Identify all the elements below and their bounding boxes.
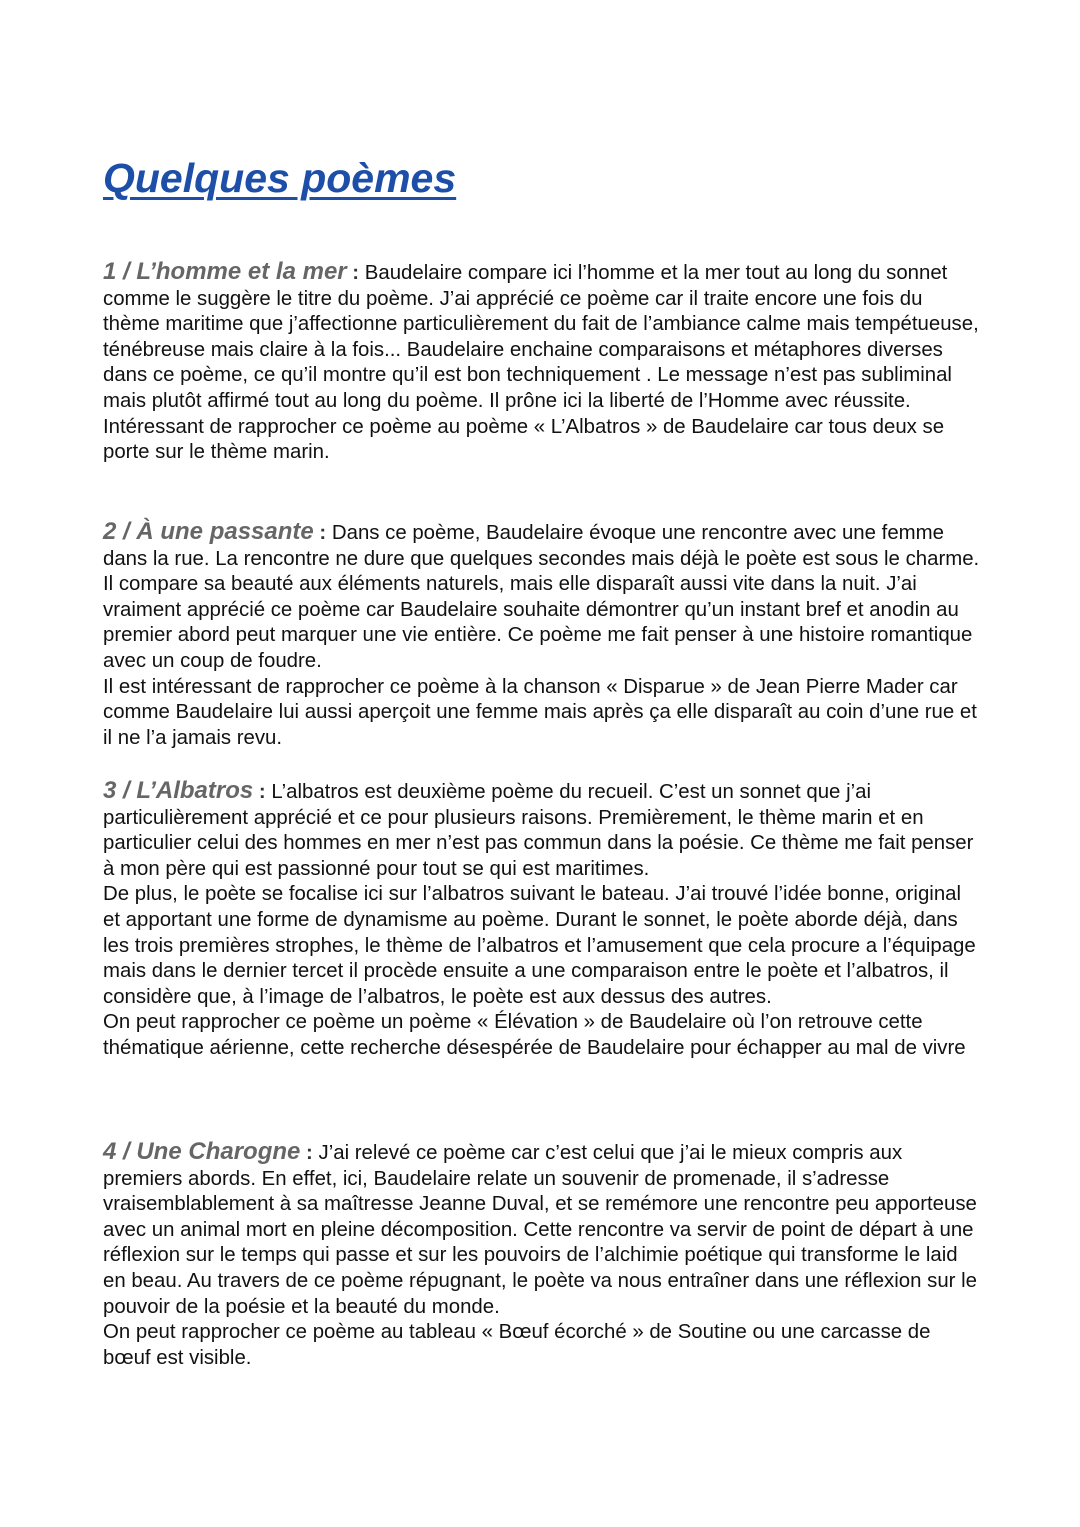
- section-heading: 2 / À une passante: [103, 518, 314, 545]
- section-heading: 3 / L’Albatros: [103, 777, 254, 804]
- section-paragraph: [103, 778, 983, 882]
- poem-section-lhomme-et-la-mer: [103, 259, 983, 466]
- section-paragraph: On peut rapprocher ce poème au tableau « Bœuf écorché » de Soutine ou une carcasse de bœuf est visible.: [103, 1321, 931, 1369]
- section-paragraph: Il est intéressant de rapprocher ce poème à la chanson « Disparue » de Jean Pierre Mader car comme Baudelaire lui aussi aperçoit une femme mais après ça elle disparaît au coin d’une rue et il ne l’a jamais revu.: [103, 675, 977, 749]
- poem-section-lalbatros: [103, 778, 983, 1062]
- poem-section-une-charogne: [103, 1139, 983, 1371]
- section-paragraph: [103, 519, 983, 675]
- section-text: J’ai relevé ce poème car c’est celui que j’ai le mieux compris aux premiers abords. En effet, ici, Baudelaire relate un souvenir de promenade, il s’adresse vraisemblablement à sa maîtresse Jeanne Duval, et se remémore une rencontre peu apporteuse avec un animal mort en pleine décomposition. Cette rencontre va servir de point de départ à une réflexion sur le temps qui passe et sur les pouvoirs de l’alchimie poétique qui transforme le laid en beau. Au travers de ce poème répugnant, le poète va nous entraîner dans une réflexion sur le pouvoir de la poésie et la beauté du monde.: [103, 1142, 977, 1318]
- heading-separator: :: [313, 522, 332, 544]
- heading-separator: :: [300, 1142, 319, 1164]
- heading-separator: :: [253, 781, 272, 803]
- section-heading: 4 / Une Charogne: [103, 1138, 301, 1165]
- poem-section-a-une-passante: [103, 519, 983, 751]
- section-paragraph: [103, 259, 983, 415]
- section-text: L’albatros est deuxième poème du recueil. C’est un sonnet que j’ai particulièrement apprécié et ce pour plusieurs raisons. Premièrement, le thème marin et en particulier celui des hommes en mer n’est pas commun dans la poésie. Ce thème me fait penser à mon père qui est passionné pour tout se qui est maritimes.: [103, 781, 974, 880]
- section-text: Baudelaire compare ici l’homme et la mer tout au long du sonnet comme le suggère le titre du poème. J’ai apprécié ce poème car il traite encore une fois du thème maritime que j’affectionne particulièrement du fait de l’ambiance calme mais tempétueuse, ténébreuse mais claire à la fois... Baudelaire enchaine comparaisons et métaphores diverses dans ce poème, ce qu’il montre qu’il est bon techniquement . Le message n’est pas subliminal mais plutôt affirmé tout au long du poème. Il prône ici la liberté de l’Homme avec réussite.: [103, 262, 979, 412]
- section-text: Dans ce poème, Baudelaire évoque une rencontre avec une femme dans la rue. La rencontre ne dure que quelques secondes mais déjà le poète est sous le charme. Il compare sa beauté aux éléments naturels, mais elle disparaît aussi vite dans la nuit. J’ai vraiment apprécié ce poème car Baudelaire souhaite démontrer qu’un instant bref et anodin au premier abord peut marquer une vie entière. Ce poème me fait penser à une histoire romantique avec un coup de foudre.: [103, 522, 980, 672]
- section-paragraph: On peut rapprocher ce poème un poème « Élévation » de Baudelaire où l’on retrouve cette thématique aérienne, cette recherche désespérée de Baudelaire pour échapper au mal de vivre: [103, 1011, 966, 1059]
- section-paragraph: Intéressant de rapprocher ce poème au poème « L’Albatros » de Baudelaire car tous deux se porte sur le thème marin.: [103, 415, 945, 464]
- section-paragraph: [103, 1139, 983, 1320]
- heading-separator: :: [346, 262, 365, 284]
- section-heading: 1 / L’homme et la mer: [103, 258, 347, 285]
- section-paragraph: De plus, le poète se focalise ici sur l’albatros suivant le bateau. J’ai trouvé l’idée bonne, original et apportant une forme de dynamisme au poème. Durant le sonnet, le poète aborde déjà, dans les trois premières strophes, le thème de l’albatros et l’amusement que cela procure a l’équipage mais dans le dernier tercet il procède ensuite a une comparaison entre le poète et l’albatros, il considère que, à l’image de l’albatros, le poète est aux dessus des autres.: [103, 883, 976, 1008]
- page-title: Quelques poèmes: [103, 155, 457, 201]
